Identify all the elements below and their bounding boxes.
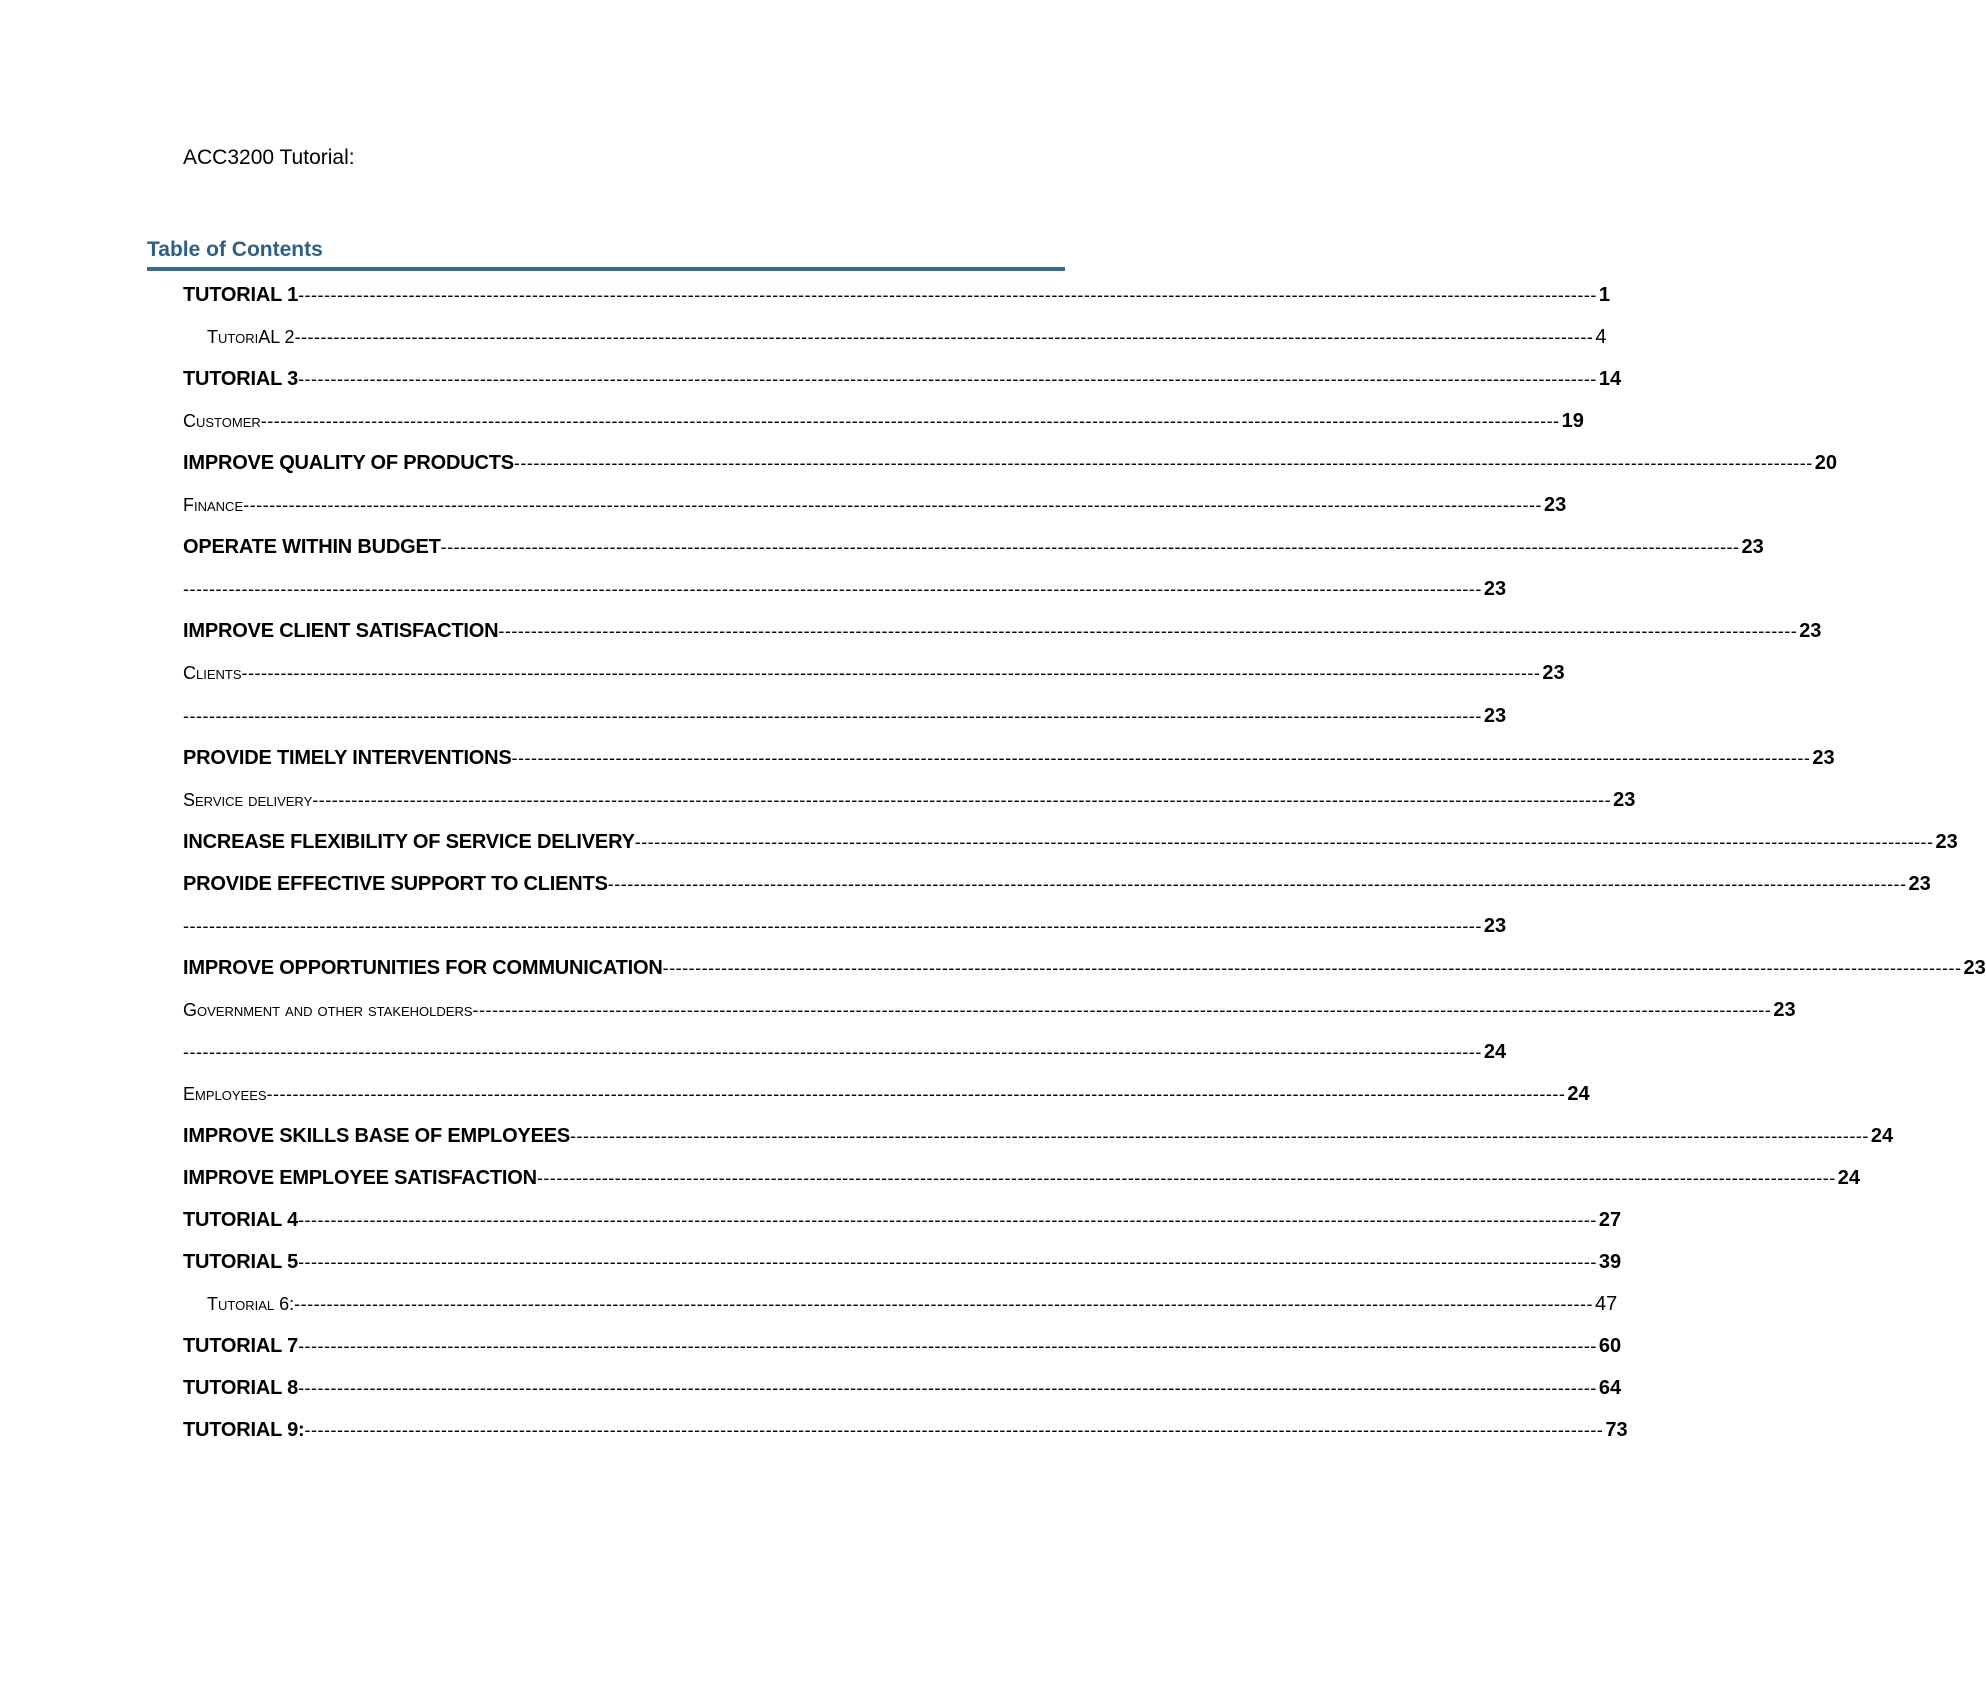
- toc-entry[interactable]: [183, 788, 1636, 817]
- toc-entry-page-number: 60: [1598, 1335, 1622, 1358]
- toc-entry-leader: --------------------------------------------------------------------------------------------------------------------------------------------------------------------------------------------------------: [183, 705, 1482, 726]
- toc-entry-label: TUTORIAL 5: [183, 1251, 299, 1274]
- toc-entry-leader: --------------------------------------------------------------------------------------------------------------------------------------------------------------------------------------------------------: [294, 1294, 1593, 1315]
- toc-entry-leader: --------------------------------------------------------------------------------------------------------------------------------------------------------------------------------------------------------: [513, 453, 1813, 474]
- toc-entry-leader: --------------------------------------------------------------------------------------------------------------------------------------------------------------------------------------------------------: [298, 1336, 1597, 1357]
- toc-entry-page-number: 64: [1598, 1377, 1622, 1400]
- toc-entry-page-number: 27: [1598, 1209, 1622, 1232]
- toc-entry-leader: --------------------------------------------------------------------------------------------------------------------------------------------------------------------------------------------------------: [498, 621, 1798, 642]
- toc-entry-label: PROVIDE TIMELY INTERVENTIONS: [183, 746, 512, 769]
- toc-entry-page-number: 23: [1483, 914, 1507, 937]
- toc-entry-page-number: 20: [1814, 452, 1837, 475]
- toc-entry-leader: --------------------------------------------------------------------------------------------------------------------------------------------------------------------------------------------------------: [260, 411, 1560, 432]
- toc-entry-label: TUTORIAL 9:: [183, 1419, 305, 1442]
- toc-entry-page-number: 23: [1542, 662, 1565, 685]
- toc-entry[interactable]: [183, 956, 1986, 985]
- toc-entry-label: IMPROVE QUALITY OF PRODUCTS: [183, 452, 514, 475]
- toc-entry-page-number: 23: [1799, 620, 1822, 643]
- toc-entry[interactable]: [183, 998, 1796, 1027]
- toc-entry-leader: --------------------------------------------------------------------------------------------------------------------------------------------------------------------------------------------------------: [266, 1083, 1566, 1104]
- toc-entry-page-number: 23: [1543, 494, 1567, 517]
- toc-entry-leader: --------------------------------------------------------------------------------------------------------------------------------------------------------------------------------------------------------: [312, 789, 1612, 810]
- toc-entry-leader: --------------------------------------------------------------------------------------------------------------------------------------------------------------------------------------------------------: [634, 831, 1934, 852]
- toc-entry[interactable]: [183, 1419, 1628, 1447]
- toc-heading: Table of Contents: [147, 238, 323, 261]
- toc-heading-rule: [147, 267, 1065, 271]
- toc-entry-label: Employees: [183, 1083, 267, 1104]
- toc-entry[interactable]: [183, 536, 1764, 564]
- toc-entry-label: TutoriAL 2: [207, 327, 295, 348]
- toc-entry-page-number: 24: [1567, 1082, 1590, 1105]
- toc-entry[interactable]: [183, 494, 1567, 522]
- toc-entry-page-number: 23: [1483, 578, 1507, 601]
- toc-entry[interactable]: [183, 746, 1835, 775]
- toc-entry[interactable]: [207, 326, 1607, 354]
- toc-entry-page-number: 39: [1598, 1251, 1622, 1274]
- toc-entry-page-number: 47: [1594, 1293, 1618, 1316]
- toc-entry-page-number: 23: [1812, 746, 1835, 769]
- toc-entry-label: INCREASE FLEXIBILITY OF SERVICE DELIVERY: [183, 830, 635, 853]
- toc-entry-leader: --------------------------------------------------------------------------------------------------------------------------------------------------------------------------------------------------------: [183, 1041, 1482, 1062]
- toc-entry-label: PROVIDE EFFECTIVE SUPPORT TO CLIENTS: [183, 872, 608, 895]
- toc-entry[interactable]: [183, 704, 1507, 733]
- toc-entry[interactable]: [183, 1125, 1894, 1153]
- toc-entry[interactable]: [183, 452, 1837, 480]
- toc-entry[interactable]: [183, 620, 1822, 648]
- toc-entry-page-number: 1: [1598, 284, 1611, 306]
- toc-entry-page-number: 14: [1598, 368, 1622, 391]
- toc-entry-label: IMPROVE EMPLOYEE SATISFACTION: [183, 1167, 537, 1190]
- toc-entry-leader: --------------------------------------------------------------------------------------------------------------------------------------------------------------------------------------------------------: [294, 327, 1594, 348]
- toc-entry[interactable]: [183, 578, 1507, 606]
- toc-entry-page-number: 24: [1837, 1167, 1860, 1190]
- toc-entry[interactable]: [183, 1251, 1622, 1279]
- toc-entry-page-number: 23: [1935, 830, 1958, 853]
- toc-entry-label: IMPROVE OPPORTUNITIES FOR COMMUNICATION: [183, 956, 663, 979]
- toc-entry-page-number: 4: [1595, 326, 1607, 349]
- toc-entry-page-number: 23: [1741, 536, 1764, 559]
- toc-entry-label: TUTORIAL 8: [183, 1377, 299, 1400]
- toc-entry-leader: --------------------------------------------------------------------------------------------------------------------------------------------------------------------------------------------------------: [662, 957, 1962, 978]
- toc-entry-label: Clients: [183, 663, 242, 684]
- document-title: ACC3200 Tutorial:: [183, 146, 355, 169]
- toc-entry-label: TUTORIAL 3: [183, 368, 299, 391]
- toc-entry-leader: --------------------------------------------------------------------------------------------------------------------------------------------------------------------------------------------------------: [536, 1168, 1836, 1189]
- toc-entry-page-number: 23: [1963, 956, 1986, 979]
- toc-entry[interactable]: [207, 1293, 1618, 1321]
- toc-entry-label: Finance: [183, 495, 244, 516]
- toc-entry-leader: --------------------------------------------------------------------------------------------------------------------------------------------------------------------------------------------------------: [298, 1252, 1597, 1273]
- toc-entry[interactable]: [183, 1167, 1860, 1195]
- toc-entry-leader: --------------------------------------------------------------------------------------------------------------------------------------------------------------------------------------------------------: [607, 873, 1907, 894]
- toc-entry-page-number: 24: [1483, 1040, 1507, 1063]
- toc-entry-leader: --------------------------------------------------------------------------------------------------------------------------------------------------------------------------------------------------------: [298, 1210, 1597, 1231]
- toc-entry[interactable]: [183, 1082, 1590, 1111]
- toc-entry-label: TUTORIAL 1: [183, 284, 299, 306]
- toc-entry-page-number: 23: [1773, 998, 1796, 1021]
- toc-entry[interactable]: [183, 662, 1565, 690]
- toc-entry-leader: --------------------------------------------------------------------------------------------------------------------------------------------------------------------------------------------------------: [298, 285, 1597, 305]
- toc-entry-page-number: 23: [1483, 704, 1507, 727]
- toc-entry-label: OPERATE WITHIN BUDGET: [183, 536, 441, 559]
- toc-entry-page-number: 23: [1908, 872, 1931, 895]
- toc-entry-label: Service delivery: [183, 789, 313, 810]
- toc-entry-leader: --------------------------------------------------------------------------------------------------------------------------------------------------------------------------------------------------------: [298, 369, 1597, 390]
- toc-entry-leader: --------------------------------------------------------------------------------------------------------------------------------------------------------------------------------------------------------: [570, 1126, 1869, 1146]
- toc-entry[interactable]: [183, 1209, 1622, 1237]
- toc-entry-leader: --------------------------------------------------------------------------------------------------------------------------------------------------------------------------------------------------------: [183, 915, 1482, 936]
- toc-entry-label: Tutorial 6:: [207, 1294, 295, 1315]
- toc-entry-label: TUTORIAL 4: [183, 1209, 299, 1232]
- toc-entry[interactable]: [183, 1335, 1622, 1363]
- toc-entry-label: TUTORIAL 7: [183, 1335, 299, 1358]
- toc-entry-page-number: 73: [1605, 1419, 1628, 1442]
- toc-entry[interactable]: [183, 830, 1958, 859]
- toc-entry-leader: --------------------------------------------------------------------------------------------------------------------------------------------------------------------------------------------------------: [243, 495, 1542, 516]
- toc-entry[interactable]: [183, 914, 1507, 943]
- toc-entry-label: Customer: [183, 411, 261, 432]
- toc-entry-label: IMPROVE SKILLS BASE OF EMPLOYEES: [183, 1125, 570, 1147]
- toc-entry-page-number: 24: [1870, 1125, 1894, 1147]
- toc-entry-label: IMPROVE CLIENT SATISFACTION: [183, 620, 499, 643]
- toc-entry[interactable]: [183, 872, 1931, 901]
- toc-entry-leader: --------------------------------------------------------------------------------------------------------------------------------------------------------------------------------------------------------: [511, 747, 1811, 768]
- toc-entry-leader: --------------------------------------------------------------------------------------------------------------------------------------------------------------------------------------------------------: [472, 999, 1772, 1020]
- toc-entry-leader: --------------------------------------------------------------------------------------------------------------------------------------------------------------------------------------------------------: [298, 1378, 1597, 1399]
- toc-entry[interactable]: [183, 368, 1622, 396]
- toc-entry[interactable]: [183, 1040, 1507, 1069]
- toc-entry-leader: --------------------------------------------------------------------------------------------------------------------------------------------------------------------------------------------------------: [183, 579, 1482, 600]
- toc-entry[interactable]: [183, 1377, 1622, 1405]
- toc-entry-page-number: 23: [1613, 788, 1636, 811]
- toc-entry[interactable]: [183, 410, 1584, 438]
- toc-entry-leader: --------------------------------------------------------------------------------------------------------------------------------------------------------------------------------------------------------: [304, 1420, 1604, 1441]
- toc-entry-leader: --------------------------------------------------------------------------------------------------------------------------------------------------------------------------------------------------------: [241, 663, 1541, 684]
- toc-entry[interactable]: [183, 284, 1611, 312]
- toc-entry-label: Government and other stakeholders: [183, 999, 473, 1020]
- toc-entry-page-number: 19: [1561, 410, 1584, 433]
- toc-entry-leader: --------------------------------------------------------------------------------------------------------------------------------------------------------------------------------------------------------: [440, 537, 1740, 558]
